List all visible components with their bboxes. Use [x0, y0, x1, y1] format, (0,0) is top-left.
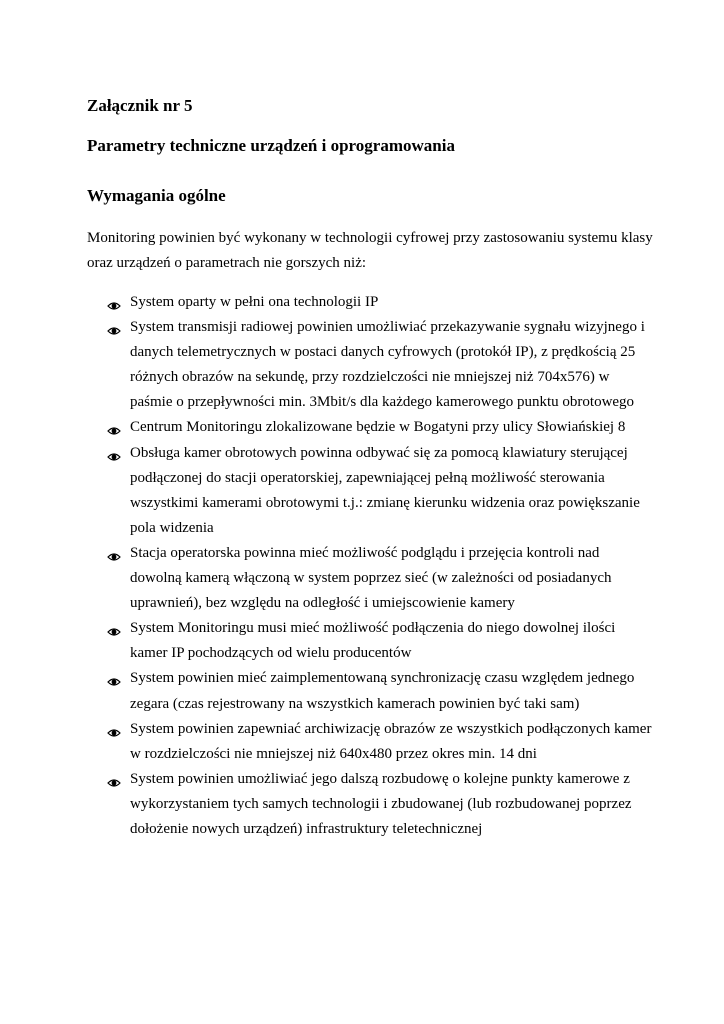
eye-icon: [107, 672, 121, 684]
eye-icon: [107, 321, 121, 333]
list-item: [0, 290, 724, 315]
intro-line: oraz urządzeń o parametrach nie gorszych niż:: [87, 254, 367, 271]
requirements-list: [0, 290, 724, 842]
list-item-line: Stacja operatorska powinna mieć możliwość podglądu i przejęcia kontroli nad: [130, 544, 600, 561]
subsection-title: Wymagania ogólne: [87, 186, 226, 205]
list-item: [0, 441, 724, 541]
list-item: [0, 666, 724, 716]
eye-icon: [107, 773, 121, 785]
list-item-line: w rozdzielczości nie mniejszej niż 640x480 przez okres min. 14 dni: [130, 745, 537, 762]
list-item-line: danych telemetrycznych w postaci danych cyfrowych (protokół IP), z prędkością 25: [130, 344, 636, 361]
section-title: Parametry techniczne urządzeń i oprogramowania: [87, 136, 455, 155]
list-item: [0, 415, 724, 440]
list-item-line: dołożenie nowych urządzeń) infrastruktury teletechnicznej: [130, 820, 483, 837]
list-item-line: wykorzystaniem tych samych technologii i zbudowanej (lub rozbudowanej poprzez: [130, 795, 632, 812]
list-item-line: Obsługa kamer obrotowych powinna odbywać się za pomocą klawiatury sterującej: [130, 444, 628, 461]
intro-line: Monitoring powinien być wykonany w technologii cyfrowej przy zastosowaniu systemu klasy: [87, 230, 653, 246]
eye-icon: [107, 296, 121, 308]
list-item: [0, 767, 724, 842]
list-item: [0, 717, 724, 767]
list-item-line: System Monitoringu musi mieć możliwość podłączenia do niego dowolnej ilości: [130, 620, 616, 637]
list-item-line: kamer IP pochodzących od wielu producentów: [130, 645, 412, 662]
list-item-line: podłączonej do stacji operatorskiej, zapewniającej pełną możliwość sterowania: [130, 469, 605, 486]
list-item-line: System powinien umożliwiać jego dalszą rozbudowę o kolejne punkty kamerowe z: [130, 770, 630, 787]
eye-icon: [107, 447, 121, 459]
annex-title: Załącznik nr 5: [87, 96, 193, 115]
eye-icon: [107, 622, 121, 634]
list-item: [0, 541, 724, 616]
list-item-line: uprawnień), bez względu na odległość i umiejscowienie kamery: [130, 595, 515, 612]
list-item: [0, 315, 724, 415]
list-item-line: zegara (czas rejestrowany na wszystkich kamerach powinien być taki sam): [130, 695, 580, 712]
list-item: [0, 616, 724, 666]
eye-icon: [107, 723, 121, 735]
list-item-line: System powinien zapewniać archiwizację obrazów ze wszystkich podłączonych kamer: [130, 720, 652, 737]
eye-icon: [107, 421, 121, 433]
list-item-line: wszystkimi kamerami obrotowymi t.j.: zmianę kierunku widzenia oraz powiększanie: [130, 494, 640, 511]
list-item-line: pola widzenia: [130, 519, 214, 536]
list-item-line: paśmie o przepływności min. 3Mbit/s dla każdego kamerowego punktu obrotowego: [130, 394, 635, 411]
eye-icon: [107, 547, 121, 559]
list-item-line: Centrum Monitoringu zlokalizowane będzie w Bogatyni przy ulicy Słowiańskiej 8: [130, 419, 626, 436]
list-item-line: różnych obrazów na sekundę, przy rozdzielczości nie mniejszej niż 704x576) w: [130, 369, 610, 386]
list-item-line: dowolną kamerą włączoną w system poprzez sieć (w zależności od posiadanych: [130, 570, 612, 587]
list-item-line: System oparty w pełni ona technologii IP: [130, 294, 379, 310]
list-item-line: System transmisji radiowej powinien umożliwiać przekazywanie sygnału wizyjnego i: [130, 319, 645, 336]
list-item-line: System powinien mieć zaimplementowaną synchronizację czasu względem jednego: [130, 670, 635, 687]
intro-paragraph: [87, 226, 653, 275]
